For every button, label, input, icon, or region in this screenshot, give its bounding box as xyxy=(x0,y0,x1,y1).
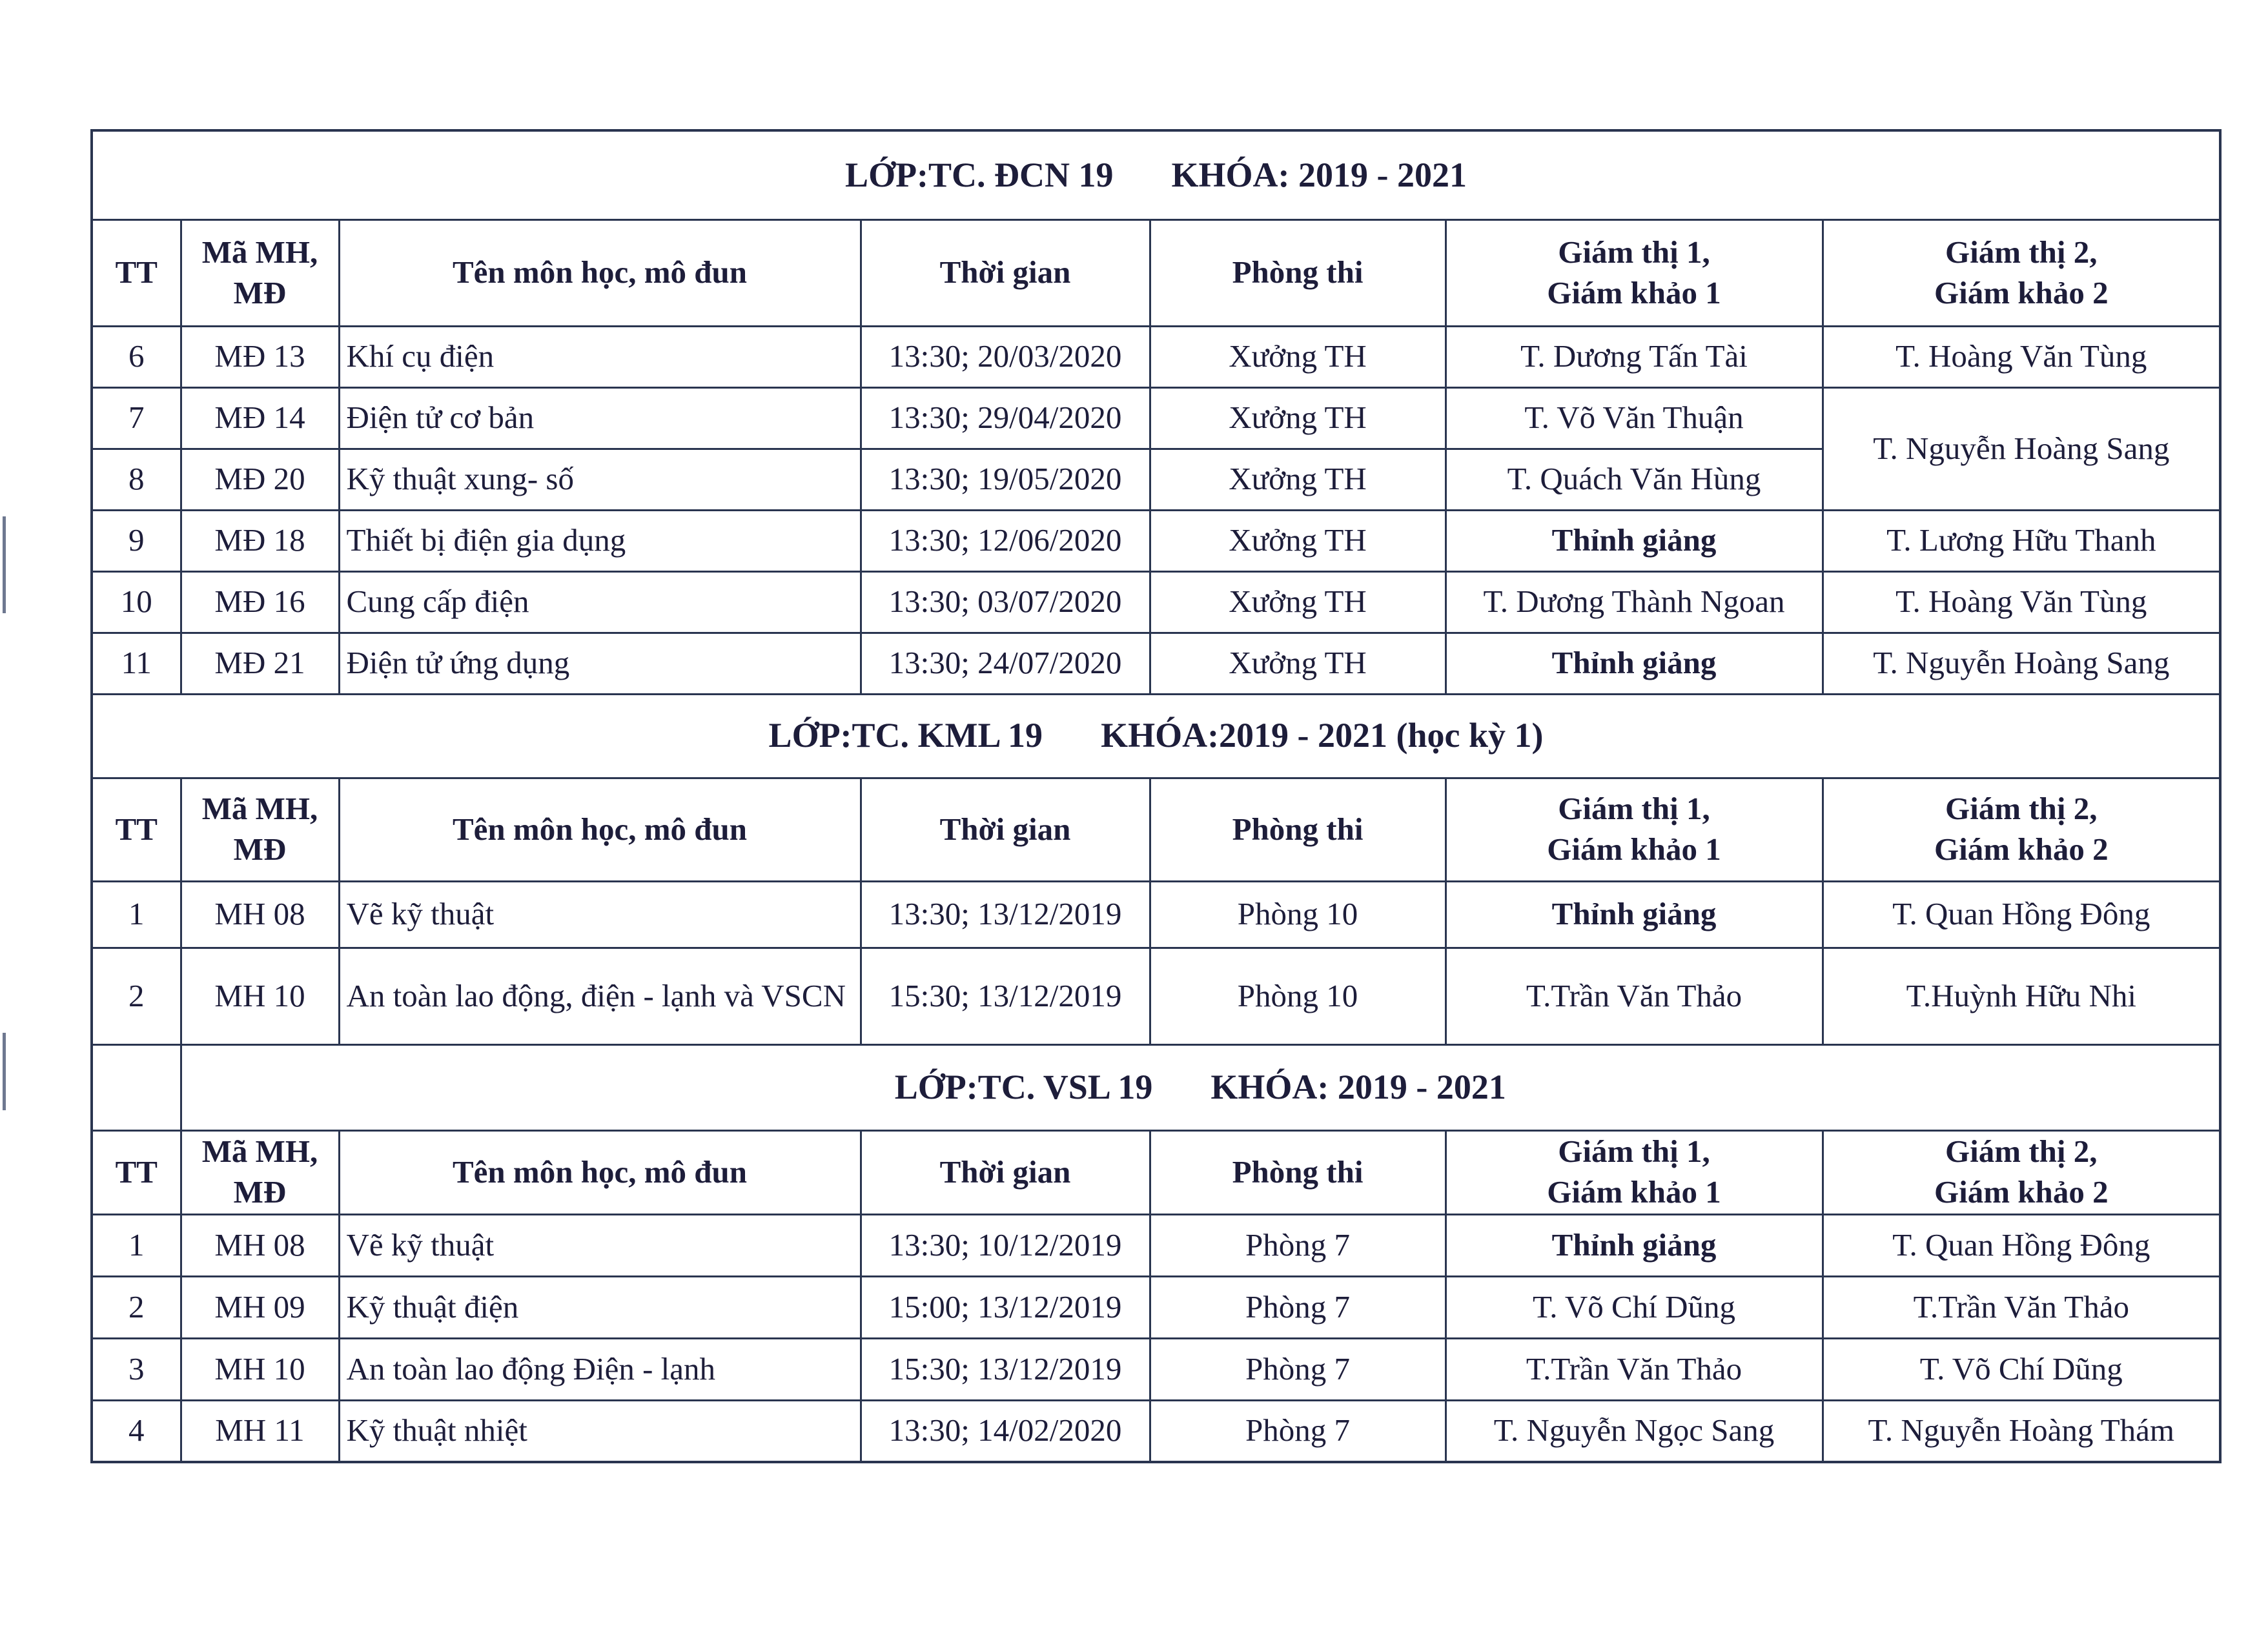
header-proctor2: Giám thị 2, Giám khảo 2 xyxy=(1823,778,2220,881)
column-header-row xyxy=(92,219,2220,326)
row-code: MĐ 18 xyxy=(181,510,339,571)
row-subject: Cung cấp điện xyxy=(339,571,861,633)
row-time: 13:30; 19/05/2020 xyxy=(861,449,1150,510)
row-proctor1: T. Nguyễn Ngọc Sang xyxy=(1446,1400,1823,1462)
row-subject: Điện tử cơ bản xyxy=(339,387,861,449)
row-subject: Thiết bị điện gia dụng xyxy=(339,510,861,571)
row-code: MH 08 xyxy=(181,1214,339,1276)
row-tt: 8 xyxy=(92,449,181,510)
row-room: Phòng 7 xyxy=(1150,1338,1446,1400)
table-row xyxy=(92,571,2220,633)
row-proctor2: T. Quan Hồng Đông xyxy=(1823,881,2220,948)
row-tt: 4 xyxy=(92,1400,181,1462)
class-label: LỚP:TC. VSL 19 xyxy=(894,1067,1153,1106)
header-code: Mã MH, MĐ xyxy=(181,1130,339,1214)
header-subject: Tên môn học, mô đun xyxy=(339,219,861,326)
header-proctor2: Giám thị 2, Giám khảo 2 xyxy=(1823,1130,2220,1214)
row-code: MH 11 xyxy=(181,1400,339,1462)
exam-schedule-table xyxy=(90,129,2222,1463)
class-label: LỚP:TC. KML 19 xyxy=(768,716,1043,755)
row-subject: Kỹ thuật xung- số xyxy=(339,449,861,510)
header-tt: TT xyxy=(92,1130,181,1214)
row-code: MĐ 14 xyxy=(181,387,339,449)
class-label: LỚP:TC. ĐCN 19 xyxy=(845,155,1114,194)
table-row xyxy=(92,510,2220,571)
table-row xyxy=(92,387,2220,449)
row-time: 13:30; 24/07/2020 xyxy=(861,633,1150,694)
row-subject: Vẽ kỹ thuật xyxy=(339,1214,861,1276)
row-proctor2: T. Lương Hữu Thanh xyxy=(1823,510,2220,571)
row-time: 13:30; 10/12/2019 xyxy=(861,1214,1150,1276)
table-row xyxy=(92,1214,2220,1276)
header-proctor1: Giám thị 1, Giám khảo 1 xyxy=(1446,219,1823,326)
year-label: KHÓA:2019 - 2021 (học kỳ 1) xyxy=(1101,716,1544,755)
table-row xyxy=(92,948,2220,1044)
table-row xyxy=(92,326,2220,387)
row-tt: 7 xyxy=(92,387,181,449)
header-tt: TT xyxy=(92,219,181,326)
year-label: KHÓA: 2019 - 2021 xyxy=(1171,155,1467,194)
row-room: Xưởng TH xyxy=(1150,510,1446,571)
row-proctor2: T. Võ Chí Dũng xyxy=(1823,1338,2220,1400)
row-code: MH 09 xyxy=(181,1276,339,1338)
row-proctor1: T. Võ Chí Dũng xyxy=(1446,1276,1823,1338)
row-proctor1: Thỉnh giảng xyxy=(1446,510,1823,571)
row-proctor2-merged: T. Nguyễn Hoàng Sang xyxy=(1823,387,2220,510)
row-room: Xưởng TH xyxy=(1150,326,1446,387)
section-title-empty-cell xyxy=(92,1044,181,1130)
row-proctor1: Thỉnh giảng xyxy=(1446,633,1823,694)
table-row xyxy=(92,1338,2220,1400)
row-time: 13:30; 29/04/2020 xyxy=(861,387,1150,449)
row-room: Phòng 10 xyxy=(1150,948,1446,1044)
column-header-row xyxy=(92,1130,2220,1214)
header-time: Thời gian xyxy=(861,219,1150,326)
row-proctor2: T.Huỳnh Hữu Nhi xyxy=(1823,948,2220,1044)
section-title-kml19 xyxy=(92,694,2220,778)
row-time: 13:30; 20/03/2020 xyxy=(861,326,1150,387)
row-tt: 2 xyxy=(92,948,181,1044)
header-room: Phòng thi xyxy=(1150,778,1446,881)
table-row xyxy=(92,1400,2220,1462)
row-code: MĐ 20 xyxy=(181,449,339,510)
section-title-cell xyxy=(92,130,2220,219)
row-room: Xưởng TH xyxy=(1150,387,1446,449)
row-time: 13:30; 13/12/2019 xyxy=(861,881,1150,948)
row-code: MH 08 xyxy=(181,881,339,948)
header-room: Phòng thi xyxy=(1150,219,1446,326)
table-row xyxy=(92,1276,2220,1338)
row-tt: 1 xyxy=(92,881,181,948)
row-room: Xưởng TH xyxy=(1150,571,1446,633)
header-code: Mã MH, MĐ xyxy=(181,778,339,881)
row-tt: 2 xyxy=(92,1276,181,1338)
header-code: Mã MH, MĐ xyxy=(181,219,339,326)
header-time: Thời gian xyxy=(861,778,1150,881)
scan-edge-mark xyxy=(3,516,6,613)
header-room: Phòng thi xyxy=(1150,1130,1446,1214)
scan-edge-mark xyxy=(3,1033,6,1110)
row-subject: Điện tử ứng dụng xyxy=(339,633,861,694)
row-code: MĐ 16 xyxy=(181,571,339,633)
row-proctor1: T. Quách Văn Hùng xyxy=(1446,449,1823,510)
row-tt: 3 xyxy=(92,1338,181,1400)
row-subject: An toàn lao động Điện - lạnh xyxy=(339,1338,861,1400)
header-subject: Tên môn học, mô đun xyxy=(339,778,861,881)
year-label: KHÓA: 2019 - 2021 xyxy=(1211,1067,1506,1106)
row-code: MH 10 xyxy=(181,1338,339,1400)
row-code: MH 10 xyxy=(181,948,339,1044)
row-proctor2: T. Nguyễn Hoàng Sang xyxy=(1823,633,2220,694)
row-subject: Vẽ kỹ thuật xyxy=(339,881,861,948)
row-proctor2: T. Nguyễn Hoàng Thám xyxy=(1823,1400,2220,1462)
row-subject: An toàn lao động, điện - lạnh và VSCN xyxy=(339,948,861,1044)
row-proctor1: T.Trần Văn Thảo xyxy=(1446,948,1823,1044)
header-subject: Tên môn học, mô đun xyxy=(339,1130,861,1214)
column-header-row xyxy=(92,778,2220,881)
row-tt: 10 xyxy=(92,571,181,633)
row-subject: Kỹ thuật nhiệt xyxy=(339,1400,861,1462)
row-room: Phòng 7 xyxy=(1150,1276,1446,1338)
row-subject: Khí cụ điện xyxy=(339,326,861,387)
row-proctor2: T. Hoàng Văn Tùng xyxy=(1823,326,2220,387)
row-proctor1: T.Trần Văn Thảo xyxy=(1446,1338,1823,1400)
header-time: Thời gian xyxy=(861,1130,1150,1214)
row-proctor1: Thỉnh giảng xyxy=(1446,1214,1823,1276)
row-proctor1: T. Võ Văn Thuận xyxy=(1446,387,1823,449)
row-proctor1: T. Dương Thành Ngoan xyxy=(1446,571,1823,633)
row-proctor2: T.Trần Văn Thảo xyxy=(1823,1276,2220,1338)
section-title-cell xyxy=(92,694,2220,778)
header-tt: TT xyxy=(92,778,181,881)
row-code: MĐ 21 xyxy=(181,633,339,694)
row-tt: 11 xyxy=(92,633,181,694)
exam-schedule-sheet xyxy=(90,129,2219,1463)
row-subject: Kỹ thuật điện xyxy=(339,1276,861,1338)
row-proctor1: T. Dương Tấn Tài xyxy=(1446,326,1823,387)
row-code: MĐ 13 xyxy=(181,326,339,387)
section-title-cell xyxy=(181,1044,2220,1130)
row-proctor2: T. Quan Hồng Đông xyxy=(1823,1214,2220,1276)
row-time: 13:30; 14/02/2020 xyxy=(861,1400,1150,1462)
section-title-dcn19 xyxy=(92,130,2220,219)
row-proctor1: Thỉnh giảng xyxy=(1446,881,1823,948)
row-tt: 9 xyxy=(92,510,181,571)
row-proctor2: T. Hoàng Văn Tùng xyxy=(1823,571,2220,633)
row-tt: 6 xyxy=(92,326,181,387)
header-proctor2: Giám thị 2, Giám khảo 2 xyxy=(1823,219,2220,326)
row-tt: 1 xyxy=(92,1214,181,1276)
row-time: 13:30; 12/06/2020 xyxy=(861,510,1150,571)
row-room: Xưởng TH xyxy=(1150,449,1446,510)
section-title-vsl19 xyxy=(92,1044,2220,1130)
table-row xyxy=(92,633,2220,694)
header-proctor1: Giám thị 1, Giám khảo 1 xyxy=(1446,778,1823,881)
row-room: Phòng 7 xyxy=(1150,1400,1446,1462)
header-proctor1: Giám thị 1, Giám khảo 1 xyxy=(1446,1130,1823,1214)
row-time: 15:30; 13/12/2019 xyxy=(861,1338,1150,1400)
row-time: 13:30; 03/07/2020 xyxy=(861,571,1150,633)
row-room: Phòng 7 xyxy=(1150,1214,1446,1276)
row-time: 15:30; 13/12/2019 xyxy=(861,948,1150,1044)
row-time: 15:00; 13/12/2019 xyxy=(861,1276,1150,1338)
row-room: Xưởng TH xyxy=(1150,633,1446,694)
table-row xyxy=(92,881,2220,948)
row-room: Phòng 10 xyxy=(1150,881,1446,948)
